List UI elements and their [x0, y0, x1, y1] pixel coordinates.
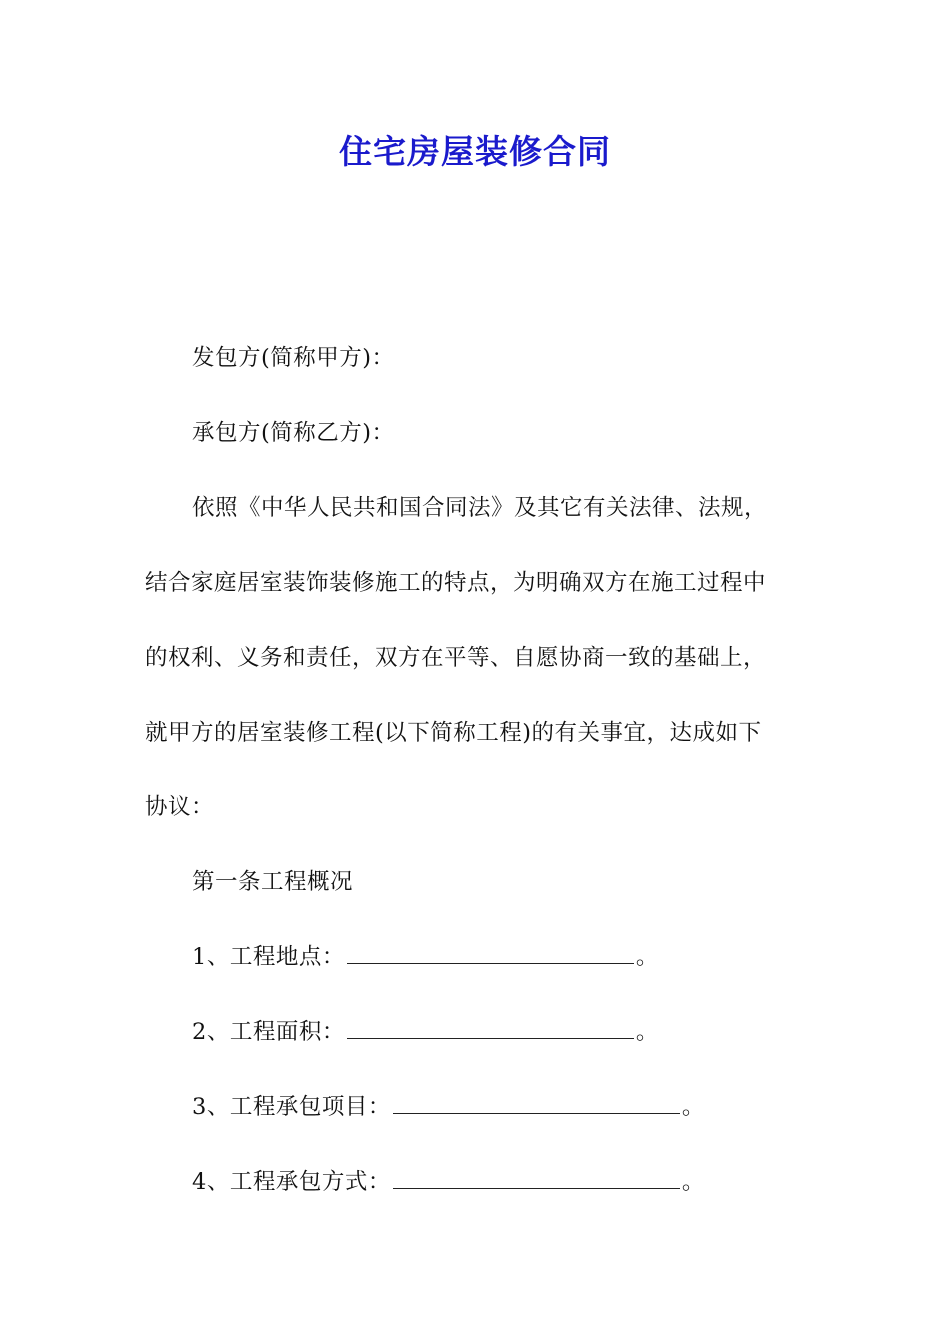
item-contract-items [192, 1087, 857, 1127]
item-label: 1、工程地点： [192, 944, 345, 970]
item-end-mark: 。 [635, 944, 659, 970]
preamble-line-4: 就甲方的居室装修工程(以下简称工程)的有关事宜，达成如下 [145, 720, 762, 746]
preamble-line-3: 的权利、义务和责任，双方在平等、自愿协商一致的基础上， [145, 645, 767, 671]
article-1-heading: 第一条工程概况 [192, 869, 354, 895]
item-label: 4、工程承包方式： [192, 1169, 391, 1195]
item-project-area [192, 1012, 857, 1052]
preamble-line-2: 结合家庭居室装饰装修施工的特点，为明确双方在施工过程中 [145, 570, 767, 596]
preamble-line-5: 协议： [145, 794, 215, 820]
party-a-line: 发包方(简称甲方)： [192, 345, 395, 371]
item-project-location [192, 937, 857, 977]
item-end-mark: 。 [681, 1169, 705, 1195]
item-label: 3、工程承包项目： [192, 1094, 391, 1120]
document-title: 住宅房屋装修合同 [339, 132, 611, 171]
item-end-mark: 。 [681, 1094, 705, 1120]
item-end-mark: 。 [635, 1019, 659, 1045]
fill-in-blank[interactable] [393, 1164, 680, 1189]
fill-in-blank[interactable] [393, 1089, 680, 1114]
fill-in-blank[interactable] [347, 939, 634, 964]
party-b-line: 承包方(简称乙方)： [192, 420, 395, 446]
item-contract-method [192, 1162, 857, 1202]
item-label: 2、工程面积： [192, 1019, 345, 1045]
preamble-line-1: 依照《中华人民共和国合同法》及其它有关法律、法规， [192, 495, 768, 521]
fill-in-blank[interactable] [347, 1014, 634, 1039]
